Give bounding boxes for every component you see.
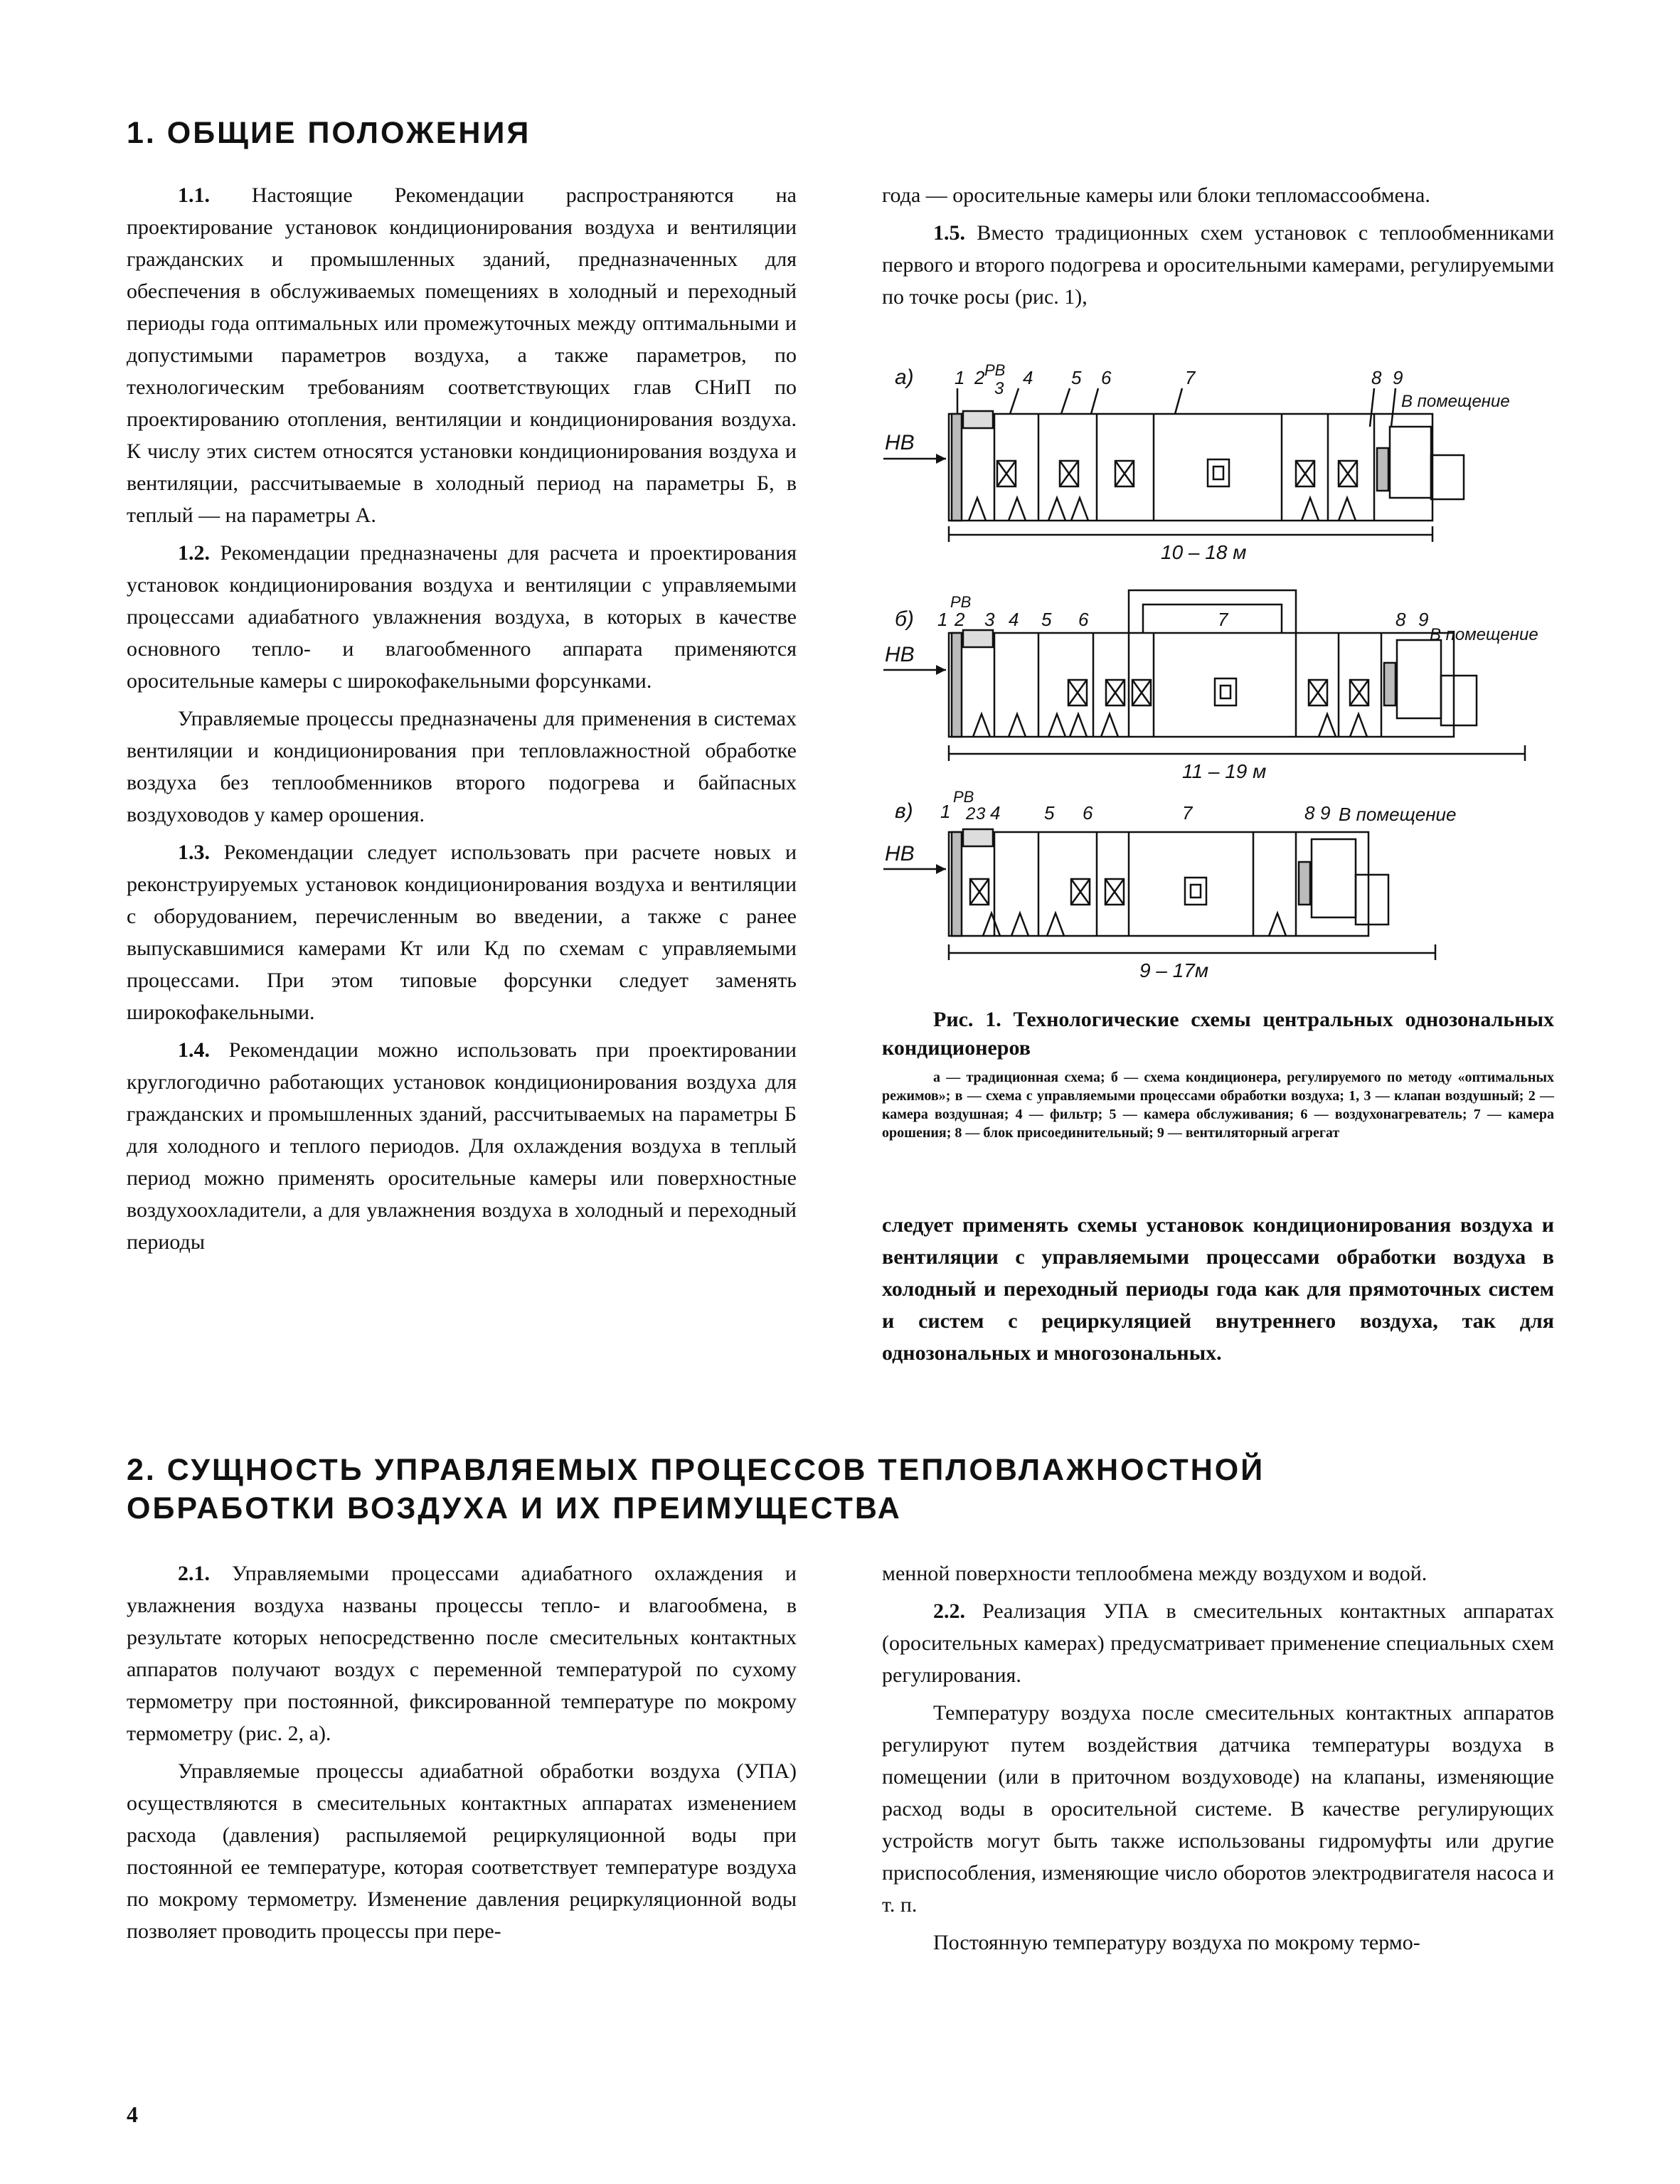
section-2-left-column [127, 1557, 797, 1953]
page-number: 4 [127, 2102, 138, 2127]
scheme-a-rv-box [963, 411, 993, 428]
scheme-b-inlet-valve [952, 633, 962, 737]
paragraph-2-2 [882, 1595, 1554, 1691]
section-2-heading-line-1: 2. СУЩНОСТЬ УПРАВЛЯЕМЫХ ПРОЦЕССОВ ТЕПЛОВЛАЖНОСТНОЙ [127, 1453, 1265, 1487]
paragraph-1-4 [127, 1034, 797, 1258]
paragraph-1-5-continued: следует применять схемы установок кондиционирования воздуха и вентиляции с управляемыми процессами обработки воздуха в холодный и переходный периоды года как для прямоточных систем и систем с рециркуляцией внутреннего воздуха, так для однозональных и многозональных. [882, 1213, 1554, 1365]
scheme-c-inlet-label: НВ [885, 842, 915, 865]
paragraph-text: Реализация УПА в смесительных контактных аппаратах (оросительных камерах) предусматривает применение специальных схем регулирования. [882, 1599, 1554, 1687]
paragraph-number: 1.4. [178, 1038, 210, 1062]
svg-text:1: 1 [937, 609, 948, 630]
section-1-left-column [127, 179, 797, 1264]
figure-1-caption [882, 1006, 1554, 1148]
callout-1: 1 [955, 367, 965, 388]
paragraph-1-2 [127, 537, 797, 697]
paragraph-text: Управляемыми процессами адиабатного охлаждения и увлажнения воздуха названы процессы тепло- и влагообмена, в результате которых непосредственно после смесительных контактных аппаратов получают воздух с переменной температурой по сухому термометру при постоянной, фиксированной температуре по мокрому термометру (рис. 2, а). [127, 1562, 797, 1745]
svg-text:8: 8 [1304, 802, 1315, 824]
paragraph-number: 1.3. [178, 841, 210, 864]
paragraph-2-1-continued: менной поверхности теплообмена между воздухом и водой. [882, 1562, 1428, 1585]
callout-9: 9 [1393, 367, 1403, 388]
paragraph-text: Управляемые процессы предназначены для применения в системах вентиляции и кондиционирования при тепловлажностной обработке воздуха без теплообменников второго подогрева и байпасных воздуховодов у камер орошения. [127, 707, 797, 826]
paragraph-temperature-regulation [882, 1697, 1554, 1921]
paragraph-1-1 [127, 179, 797, 531]
svg-text:7: 7 [1218, 609, 1228, 630]
svg-text:РВ: РВ [950, 593, 972, 611]
figure-1-schemes [883, 356, 1552, 996]
svg-text:1: 1 [940, 801, 951, 822]
paragraph-number: 1.5. [933, 221, 965, 245]
paragraph-number: 2.2. [933, 1599, 965, 1623]
paragraph-text: Рекомендации предназначены для расчета и проектирования установок кондиционирования воздуха и вентиляции с управляемыми процессами адиабатного увлажнения воздуха, в которых в качестве основного тепло- и влагообменного аппарата применяются оросительные камеры с широкофакельными форсунками. [127, 541, 797, 693]
paragraph-1-4-continued: года — оросительные камеры или блоки тепломассообмена. [882, 183, 1430, 207]
svg-text:6: 6 [1083, 802, 1093, 824]
svg-text:7: 7 [1182, 802, 1193, 824]
scheme-a-outlet-label: В помещение [1401, 392, 1510, 411]
inlet-arrow-head [936, 454, 946, 464]
paragraph-managed-processes [127, 703, 797, 831]
scheme-c-outlet-label: В помещение [1339, 804, 1457, 825]
scheme-b-outlet-label: В помещение [1430, 625, 1538, 644]
paragraph-text: Постоянную температуру воздуха по мокрому термо- [933, 1931, 1420, 1954]
paragraph-number: 1.2. [178, 541, 210, 565]
svg-text:3: 3 [976, 804, 986, 824]
svg-text:9: 9 [1418, 609, 1429, 630]
svg-text:5: 5 [1044, 802, 1055, 824]
svg-text:9: 9 [1320, 802, 1331, 824]
paragraph-text: Рекомендации следует использовать при расчете новых и реконструируемых установок кондиционирования воздуха и вентиляции с оборудованием, перечисленным во введении, а также с ранее выпускавшимися камерами Кт или Кд по схемам с управляемыми процессами. При этом типовые форсунки следует заменять широкофакельными. [127, 841, 797, 1024]
svg-text:6: 6 [1078, 609, 1089, 630]
callout-8: 8 [1371, 367, 1382, 388]
callout-rv: РВ [984, 361, 1006, 379]
paragraph-text: Управляемые процессы адиабатной обработки воздуха (УПА) осуществляются в смесительных контактных аппаратах изменением расхода (давления) распыляемой рециркуляционной воды при постоянной ее температуре, которая соответствует температуре воздуха по мокрому термометру. Изменение давления рециркуляционной воды позволяет проводить процессы при пере- [127, 1759, 797, 1943]
svg-text:4: 4 [1009, 609, 1019, 630]
scheme-b [883, 590, 1538, 782]
paragraph-number: 1.1. [178, 183, 210, 207]
scheme-b-length: 11 – 19 м [1182, 760, 1267, 782]
section-1-heading: 1. ОБЩИЕ ПОЛОЖЕНИЯ [127, 116, 531, 150]
section-2-right-column [882, 1557, 1554, 1964]
scheme-a-length: 10 – 18 м [1161, 541, 1247, 563]
scheme-c [883, 788, 1456, 981]
section-1-right-column-bottom [882, 1209, 1554, 1375]
connector-block [1377, 448, 1388, 491]
scheme-a-inlet-valve [952, 414, 962, 521]
scheme-b-label: б) [895, 607, 914, 631]
svg-text:2: 2 [966, 804, 976, 824]
svg-text:5: 5 [1041, 609, 1052, 630]
scheme-a-casing [949, 414, 1432, 521]
scheme-b-casing [949, 633, 1454, 737]
svg-text:РВ: РВ [953, 788, 974, 806]
section-2-heading-line-2: ОБРАБОТКИ ВОЗДУХА И ИХ ПРЕИМУЩЕСТВА [127, 1491, 902, 1525]
figure-caption-legend: а — традиционная схема; б — схема кондиционера, регулируемого по методу «оптимальных режимов»; в — схема с управляемыми процессами обработки воздуха; 1, 3 — клапан воздушный; 2 — камера воздушная; 4 — фильтр; 5 — камера обслуживания; 6 — воздухонагреватель; 7 — камера орошения; 8 — блок присоединительный; 9 — вентиляторный агрегат [882, 1070, 1554, 1141]
spray-window-icon [1208, 459, 1229, 486]
section-2-heading [127, 1451, 1265, 1528]
paragraph-text: Настоящие Рекомендации распространяются на проектирование установок кондиционирования воздуха и вентиляции гражданских и промышленных зданий, предназначенных для обеспечения в обслуживаемых помещениях в холодный и переходный периоды года оптимальных или промежуточных между оптимальными и допустимыми параметров воздуха, а также параметров, по технологическим требованиям соответствующих глав СНиП по проектированию отопления, вентиляции и кондиционирования воздуха. К числу этих систем относятся установки кондиционирования воздуха и вентиляции, рассчитываемые в холодный период на параметры Б, в теплый — на параметры А. [127, 183, 797, 527]
svg-text:4: 4 [990, 802, 1001, 824]
paragraph-upa [127, 1755, 797, 1947]
callout-2: 2 [974, 367, 985, 388]
scheme-c-length: 9 – 17м [1139, 959, 1209, 981]
svg-text:8: 8 [1395, 609, 1406, 630]
scheme-a [883, 361, 1510, 563]
scheme-c-inlet-valve [952, 832, 962, 936]
paragraph-1-3 [127, 836, 797, 1028]
scheme-a-label: а) [895, 366, 914, 389]
svg-text:2: 2 [955, 609, 965, 630]
callout-7: 7 [1185, 367, 1196, 388]
fan-unit [1390, 427, 1431, 498]
figure-caption-title: Рис. 1. Технологические схемы центральных однозональных кондиционеров [882, 1008, 1554, 1060]
scheme-b-inlet-label: НВ [885, 643, 915, 666]
paragraph-text: Температуру воздуха после смесительных контактных аппаратов регулируют путем воздействия датчика температуры воздуха в помещении (или в приточном воздуховоде) на клапаны, изменяющие расход воды в оросительной системе. В качестве регулирующих устройств могут быть также использованы гидромуфты или другие приспособления, изменяющие число оборотов электродвигателя насоса и т. п. [882, 1701, 1554, 1917]
paragraph-text: Рекомендации можно использовать при проектировании круглогодично работающих установок кондиционирования воздуха для гражданских и промышленных зданий, рассчитываемых на параметры Б для холодного и теплого периодов. Для охлаждения воздуха в теплый период можно применять оросительные камеры или поверхностные воздухоохладители, а для увлажнения воздуха в холодный и переходный периоды [127, 1038, 797, 1254]
callout-6: 6 [1101, 367, 1112, 388]
paragraph-text: Вместо традиционных схем установок с теплообменниками первого и второго подогрева и оросительными камерами, регулируемыми по точке росы (рис. 1), [882, 221, 1554, 309]
scheme-c-label: в) [895, 799, 913, 823]
svg-text:3: 3 [984, 609, 995, 630]
callout-4: 4 [1023, 367, 1033, 388]
paragraph-number: 2.1. [178, 1562, 210, 1585]
fan-motor [1431, 455, 1464, 499]
paragraph-wet-bulb [882, 1927, 1554, 1959]
scheme-b-bypass-duct [1129, 590, 1296, 633]
paragraph-2-1 [127, 1557, 797, 1749]
scheme-a-inlet-label: НВ [885, 431, 915, 454]
paragraph-1-5 [882, 217, 1554, 313]
section-1-right-column-top [882, 179, 1554, 319]
callout-5: 5 [1071, 367, 1082, 388]
callout-3: 3 [994, 379, 1004, 398]
